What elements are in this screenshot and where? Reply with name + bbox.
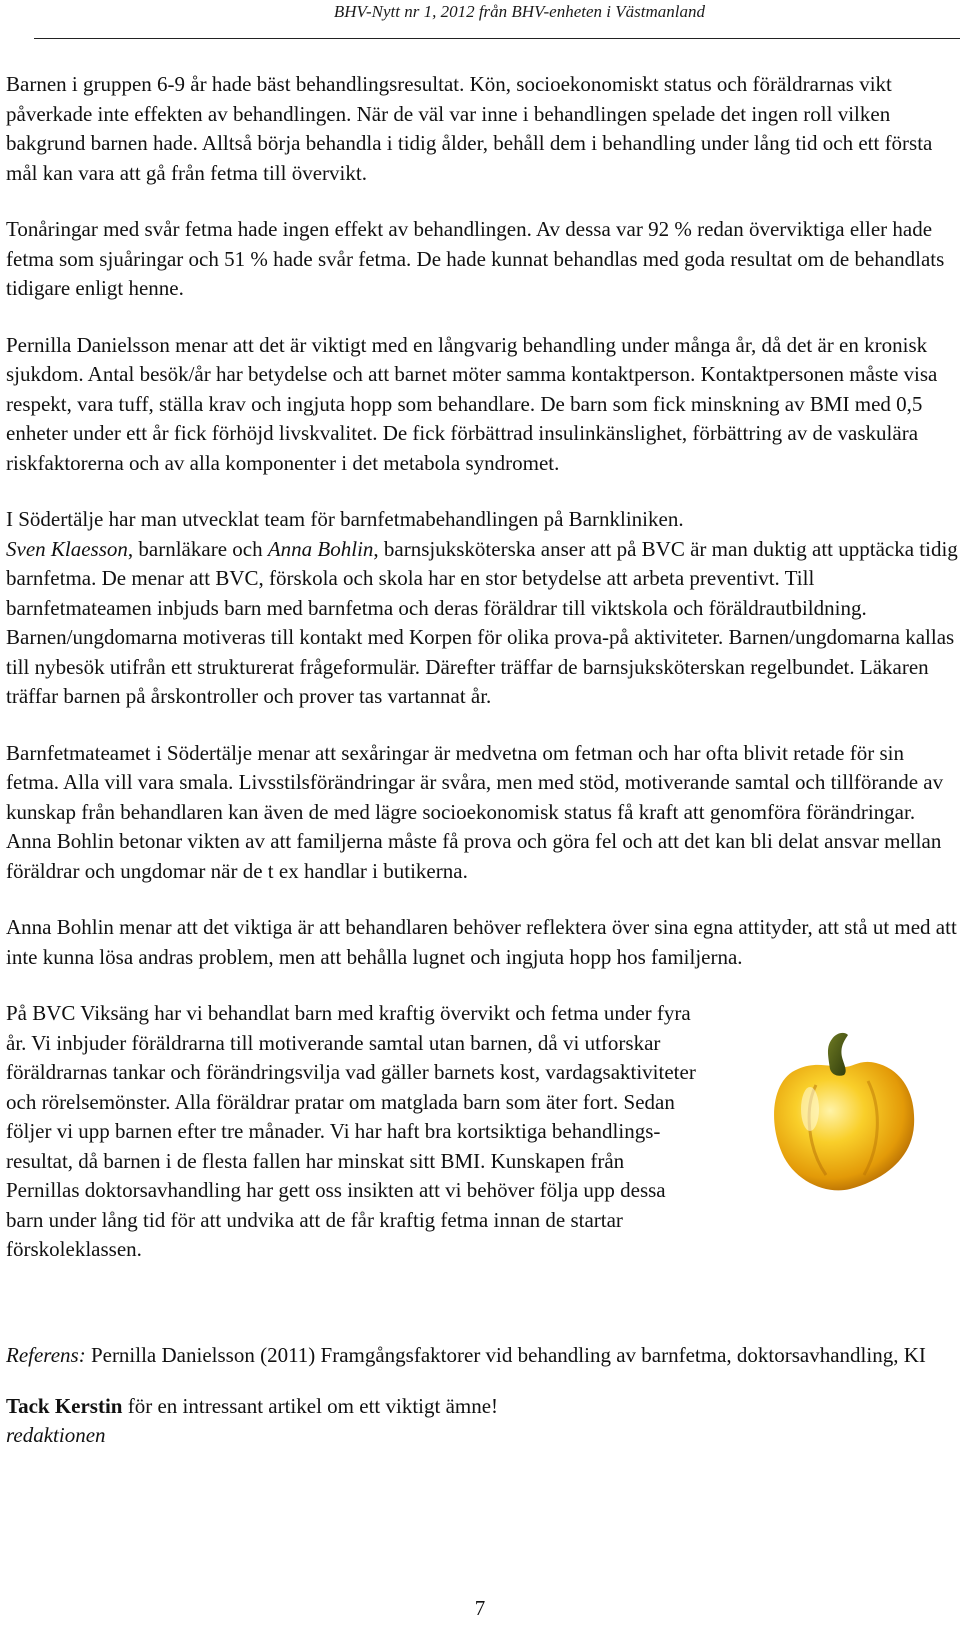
person-name-sven: Sven Klaesson: [6, 536, 128, 561]
article-body: [6, 70, 960, 1478]
yellow-pepper-icon: [764, 1029, 922, 1197]
thanks-name: Tack Kerstin: [6, 1393, 123, 1418]
signature: redaktionen: [6, 1423, 106, 1447]
paragraph-sodertalje: [6, 505, 960, 712]
paragraph-bvc-viksang: På BVC Viksäng har vi behandlat barn med kraftig övervikt och fetma under fyra år. Vi inbjuder föräldrarna till motiverande samtal utan barnen, då vi utforskar föräldrarnas tankar och förändringsvilja vad gäller barnets kost, vardagsaktiviteter och rörelsemönster. Alla föräldrar pratar om matglada barn som äter fort. Sedan följer vi upp barnen efter tre månader. Vi har haft bra kortsiktiga behandlings-resultat, då barnen i de flesta fallen har minskat sitt BMI. Kunskapen från Pernillas doktorsavhandling har gett oss insikten att vi behöver följa upp dessa barn under lång tid för att undvika att de får kraftig fetma innan de startar förskoleklassen.: [6, 1001, 696, 1261]
reference-label: Referens:: [6, 1343, 86, 1367]
paragraph-reflect: Anna Bohlin menar att det viktiga är att behandlaren behöver reflektera över sina egna attityder, att stå ut med att inte kunna lösa andras problem, men att behålla lugnet och ingjuta hopp hos familjerna.: [6, 915, 957, 969]
bvc-viksang-section: [6, 999, 960, 1317]
thanks-note: [6, 1392, 960, 1451]
reference-text: Pernilla Danielsson (2011) Framgångsfaktorer vid behandling av barnfetma, doktorsavhandling, KI: [85, 1343, 926, 1367]
running-header: BHV-Nytt nr 1, 2012 från BHV-enheten i Västmanland: [333, 2, 705, 21]
sodertalje-rest: , barnsjuksköterska anser att på BVC är man duktig att upptäcka tidig barnfetma. De menar att BVC, förskola och skola har en stor betydelse att arbeta preventivt. Till barnfetmateamen inbjuds barn med barnfetma och deras föräldrar till viktskola och föräldrautbildning. Barnen/ungdomarna motiveras till kontakt med Korpen för olika prova-på aktiviteter. Barnen/ungdomarna kallas till nybesök utifrån ett strukturerat frågeformulär. Därefter träffar de barnsjuksköterskan regelbundet. Läkaren träffar barnen på årskontroller och prover tas vartannat år.: [6, 536, 958, 708]
paragraph-age-results: Barnen i gruppen 6-9 år hade bäst behandlingsresultat. Kön, socioekonomiskt status och föräldrarnas vikt påverkade inte effekten av behandlingen. När de väl var inne i behandlingen spelade det ingen roll vilken bakgrund barnen hade. Alltså börja behandla i tidig ålder, behåll dem i behandling under lång tid och ett första mål kan vara att gå från fetma till övervikt.: [6, 72, 933, 185]
person-name-anna: Anna Bohlin: [267, 536, 374, 561]
thanks-text: för en intressant artikel om ett viktigt ämne!: [122, 1393, 499, 1418]
sodertalje-intro: I Södertälje har man utvecklat team för barnfetmabehandlingen på Barnkliniken.: [6, 507, 684, 531]
header-divider: [34, 38, 960, 39]
page-number: 7: [474, 1596, 486, 1620]
paragraph-sexaringar: Barnfetmateamet i Södertälje menar att sexåringar är medvetna om fetman och har ofta blivit retade för sin fetma. Alla vill vara smala. Livsstilsförändringar är svåra, men med stöd, motiverande samtal och tillförande av kunskap från behandlaren kan även de med lägre socioekonomisk status få kraft att genomföra förändringar. Anna Bohlin betonar vikten av att familjerna måste få prova och göra fel och att det kan bli delat ansvar mellan föräldrar och ungdomar när de t ex handlar i butikerna.: [6, 740, 944, 883]
paragraph-teenagers: Tonåringar med svår fetma hade ingen effekt av behandlingen. Av dessa var 92 % redan överviktiga eller hade fetma som sjuåringar och 51 % hade svår fetma. De hade kunnat behandlas med goda resultat om de behandlats tidigare enligt henne.: [6, 217, 945, 300]
paragraph-long-treatment: Pernilla Danielsson menar att det är viktigt med en långvarig behandling under många år, då det är en kronisk sjukdom. Antal besök/år har betydelse och att barnet möter samma kontaktperson. Kontaktpersonen måste visa respekt, vara tuff, ställa krav och ingjuta hopp som behandlare. De barn som fick minskning av BMI med 0,5 enheter under ett år fick förhöjd livskvalitet. De fick förbättrad insulinkänslighet, förbättring av de vaskulära riskfaktorerna och av alla komponenter i det metabola syndromet.: [6, 332, 938, 475]
sodertalje-mid: , barnläkare och: [127, 536, 268, 561]
reference: [6, 1341, 960, 1371]
